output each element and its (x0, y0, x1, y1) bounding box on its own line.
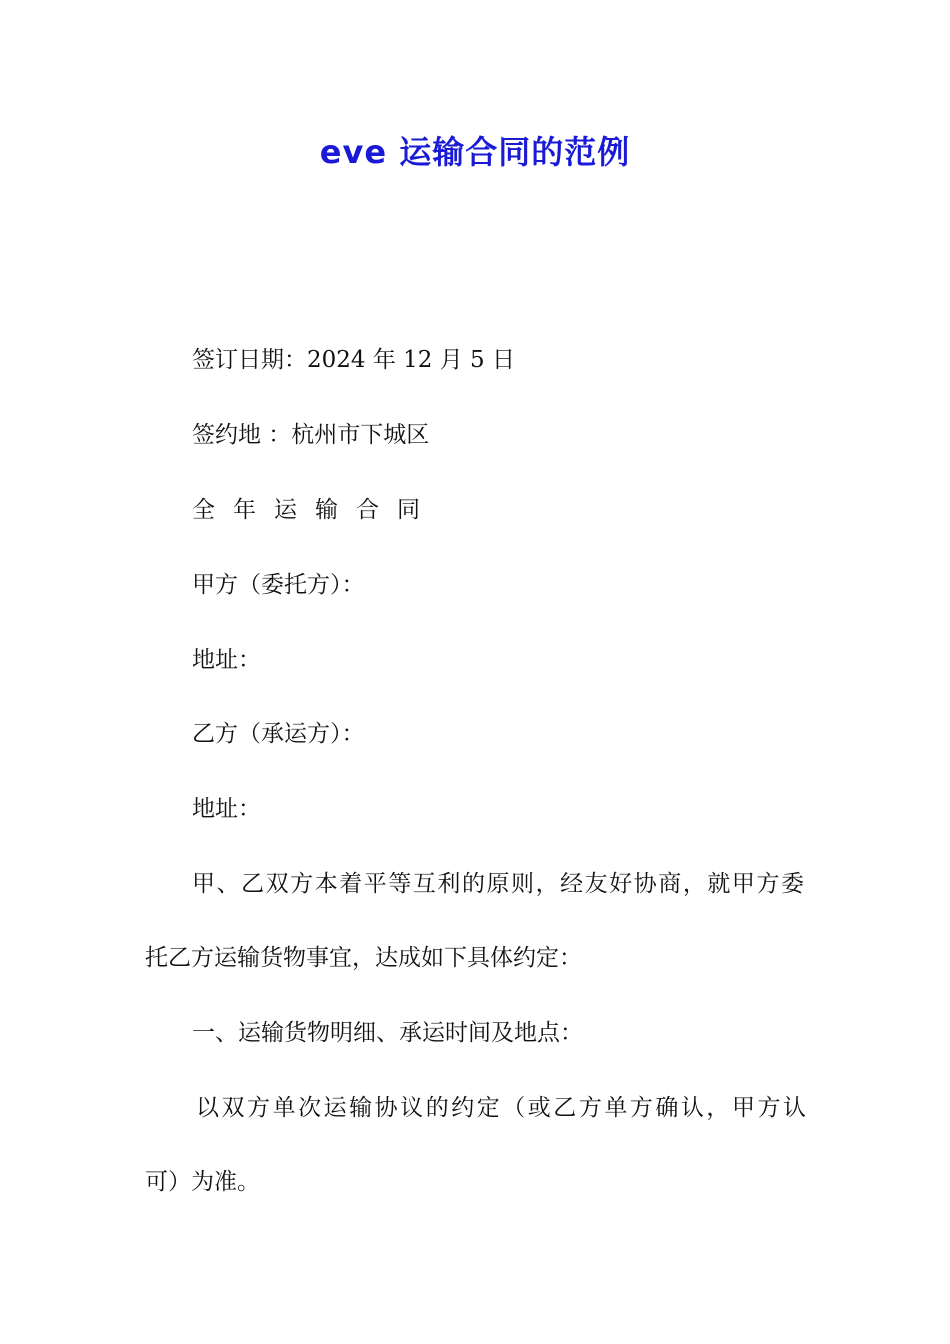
section-1-body-line-1: 以双方单次运输协议的约定（或乙方单方确认，甲方认 (196, 1095, 806, 1121)
section-1-heading: 一、运输货物明细、承运时间及地点： (192, 1020, 583, 1046)
contract-subtitle: 全年运输合同 (192, 497, 438, 523)
document-title: eve 运输合同的范例 (319, 133, 631, 171)
party-a-label: 甲方（委托方）： (192, 572, 365, 598)
party-b-label: 乙方（承运方）： (192, 721, 365, 747)
party-a-address: 地址： (192, 647, 261, 673)
section-1-body-line-2: 可）为准。 (145, 1169, 260, 1195)
sign-date: 签订日期：2024 年 12 月 5 日 (192, 347, 515, 373)
sign-place: 签约地 ：杭州市下城区 (192, 422, 430, 448)
party-b-address: 地址： (192, 796, 261, 822)
preamble-line-1: 甲、乙双方本着平等互利的原则，经友好协商，就甲方委 (192, 871, 804, 897)
preamble-line-2: 托乙方运输货物事宜，达成如下具体约定： (145, 945, 582, 971)
